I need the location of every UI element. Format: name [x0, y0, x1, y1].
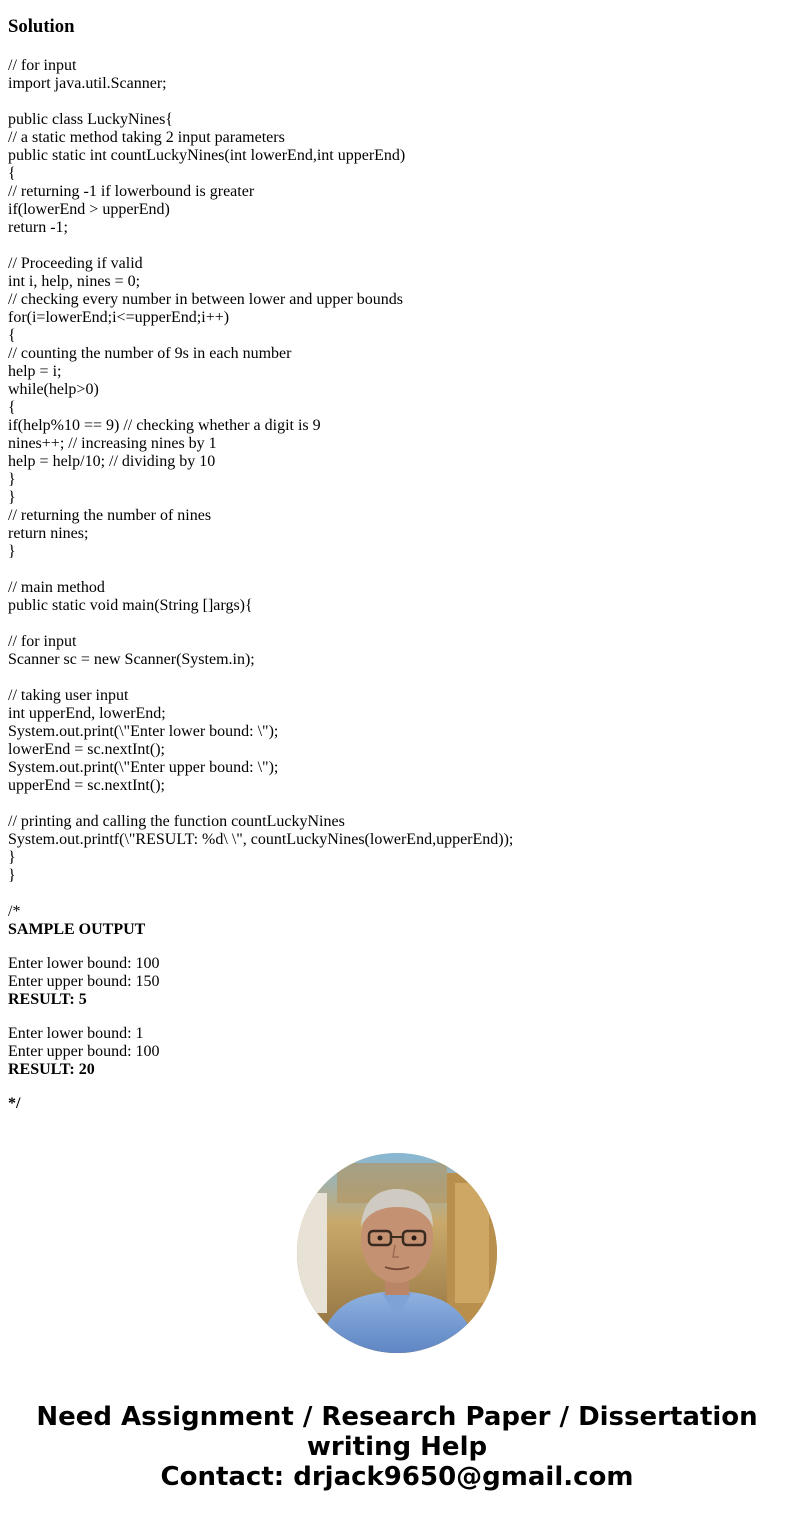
- code-line: for(i=lowerEnd;i<=upperEnd;i++): [8, 309, 230, 326]
- code-line: // checking every number in between lower and upper bounds: [8, 291, 403, 308]
- code-line: lowerEnd = sc.nextInt();: [8, 741, 165, 758]
- comment-close: */: [8, 1095, 21, 1112]
- code-line: System.out.printf(\"RESULT: %d\ \", countLuckyNines(lowerEnd,upperEnd));: [8, 831, 514, 848]
- contact-email: Contact: drjack9650@gmail.com: [160, 1462, 634, 1492]
- sample-result: RESULT: 5: [8, 991, 87, 1008]
- code-line: if(lowerEnd > upperEnd): [8, 201, 170, 218]
- code-line: upperEnd = sc.nextInt();: [8, 777, 165, 794]
- sample-upper-bound: Enter upper bound: 100: [8, 1043, 160, 1060]
- promo-line: writing Help: [306, 1432, 488, 1462]
- code-line: help = help/10; // dividing by 10: [8, 453, 216, 470]
- sample-lower-bound: Enter lower bound: 100: [8, 955, 160, 972]
- code-line: help = i;: [8, 363, 62, 380]
- code-block-main-signature: [8, 579, 784, 615]
- code-block-count-method: [8, 111, 784, 237]
- code-line: System.out.print(\"Enter upper bound: \");: [8, 759, 279, 776]
- code-line: int i, help, nines = 0;: [8, 273, 141, 290]
- code-line: Scanner sc = new Scanner(System.in);: [8, 651, 255, 668]
- comment-open: /*: [8, 903, 21, 920]
- author-photo: [297, 1153, 497, 1353]
- code-line: // for input: [8, 57, 77, 74]
- code-line: import java.util.Scanner;: [8, 75, 167, 92]
- code-line: if(help%10 == 9) // checking whether a digit is 9: [8, 417, 321, 434]
- sample-result: RESULT: 20: [8, 1061, 95, 1078]
- code-line: // printing and calling the function countLuckyNines: [8, 813, 345, 830]
- code-block-loop: [8, 255, 784, 561]
- code-line: {: [8, 165, 16, 182]
- code-block-printing: [8, 813, 784, 885]
- code-line: System.out.print(\"Enter lower bound: \");: [8, 723, 279, 740]
- code-line: }: [8, 849, 16, 866]
- code-line: public static void main(String []args){: [8, 597, 253, 614]
- code-line: }: [8, 489, 16, 506]
- solution-heading: Solution: [8, 16, 75, 37]
- code-line: // returning -1 if lowerbound is greater: [8, 183, 255, 200]
- code-line: }: [8, 543, 16, 560]
- code-line: {: [8, 399, 16, 416]
- code-line: }: [8, 867, 16, 884]
- code-line: nines++; // increasing nines by 1: [8, 435, 217, 452]
- code-block-scanner: [8, 633, 784, 669]
- code-line: return nines;: [8, 525, 89, 542]
- code-line: // taking user input: [8, 687, 129, 704]
- sample-lower-bound: Enter lower bound: 1: [8, 1025, 144, 1042]
- code-line: {: [8, 327, 16, 344]
- code-line: // a static method taking 2 input parameters: [8, 129, 285, 146]
- code-line: }: [8, 471, 16, 488]
- code-line: // Proceeding if valid: [8, 255, 143, 272]
- sample-run-2: [8, 1025, 784, 1079]
- code-block-user-input: [8, 687, 784, 795]
- code-line: // main method: [8, 579, 105, 596]
- code-line: public static int countLuckyNines(int lowerEnd,int upperEnd): [8, 147, 406, 164]
- comment-close-block: [8, 1095, 784, 1113]
- code-line: while(help>0): [8, 381, 99, 398]
- code-line: return -1;: [8, 219, 68, 236]
- sample-upper-bound: Enter upper bound: 150: [8, 973, 160, 990]
- sample-run-1: [8, 955, 784, 1009]
- code-line: // returning the number of nines: [8, 507, 212, 524]
- contact-banner: [0, 1402, 794, 1492]
- author-portrait-icon: [297, 1153, 497, 1353]
- code-block-imports: [8, 57, 784, 93]
- solution-document: [8, 14, 784, 1131]
- code-line: // counting the number of 9s in each number: [8, 345, 292, 362]
- code-line: int upperEnd, lowerEnd;: [8, 705, 166, 722]
- promo-line: Need Assignment / Research Paper / Dissertation: [36, 1402, 758, 1432]
- code-line: public class LuckyNines{: [8, 111, 173, 128]
- sample-output-header: [8, 903, 784, 939]
- sample-output-label: SAMPLE OUTPUT: [8, 921, 146, 938]
- code-line: // for input: [8, 633, 77, 650]
